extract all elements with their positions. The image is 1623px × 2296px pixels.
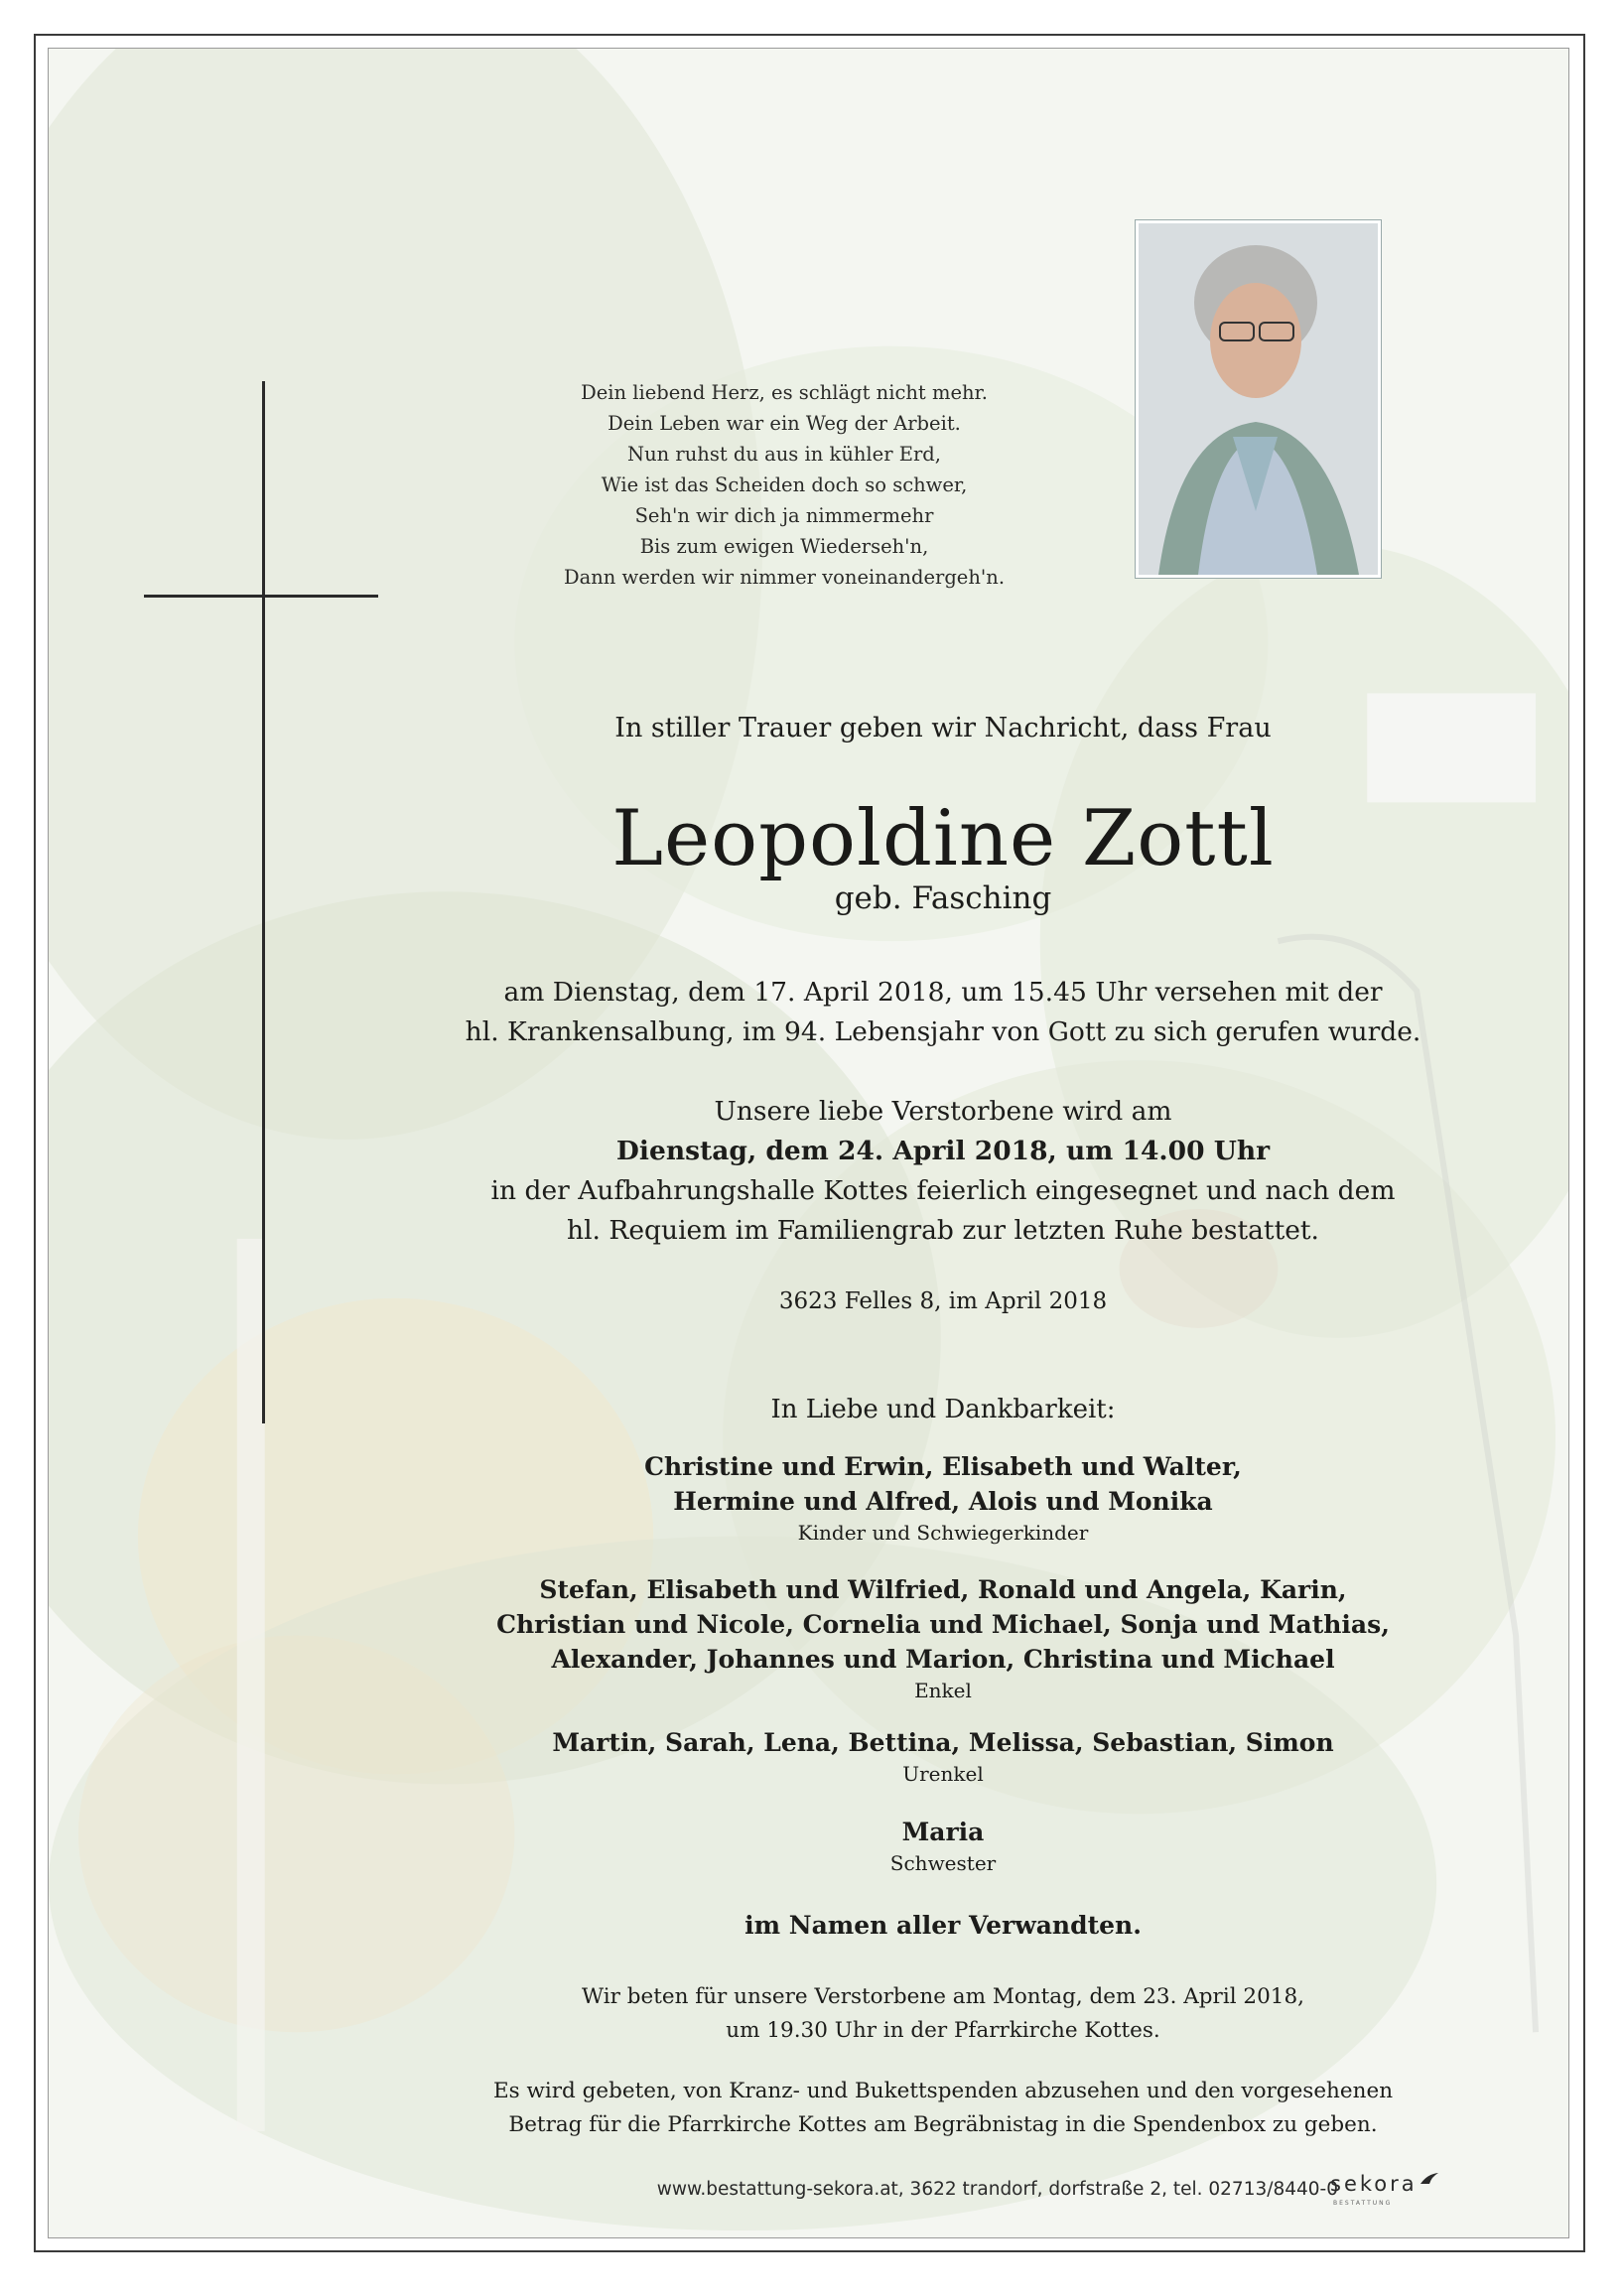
- funeral-notice: [328, 1092, 1558, 1251]
- mourner-relation: Urenkel: [902, 1762, 984, 1786]
- poem-line: Seh'n wir dich ja nimmermehr: [634, 504, 934, 527]
- relatives-line: im Namen aller Verwandten.: [744, 1911, 1142, 1940]
- mourner-group-great-grandchildren: [328, 1725, 1558, 1788]
- mourner-names: Maria: [901, 1818, 985, 1846]
- portrait-photo: [1136, 220, 1381, 578]
- mourner-names: Christine und Erwin, Elisabeth und Walter,: [644, 1452, 1242, 1481]
- death-notice: [328, 973, 1558, 1052]
- cross-vertical: [262, 381, 265, 1423]
- death-line: am Dienstag, dem 17. April 2018, um 15.45 Uhr versehen mit der: [503, 977, 1383, 1008]
- mourner-names: Hermine und Alfred, Alois und Monika: [673, 1487, 1213, 1516]
- mourner-names: Martin, Sarah, Lena, Bettina, Melissa, Sebastian, Simon: [552, 1728, 1334, 1757]
- poem-line: Wie ist das Scheiden doch so schwer,: [601, 473, 968, 496]
- mourner-group-children: [328, 1449, 1558, 1547]
- donation-notice: [328, 2075, 1558, 2142]
- mourner-relation: Schwester: [889, 1851, 997, 1875]
- poem: [437, 377, 1132, 593]
- donation-line: Es wird gebeten, von Kranz- und Bukettspenden abzusehen und den vorgesehenen: [492, 2079, 1394, 2103]
- death-line: hl. Krankensalbung, im 94. Lebensjahr von Gott zu sich gerufen wurde.: [465, 1016, 1421, 1047]
- poem-line: Dein liebend Herz, es schlägt nicht mehr.: [581, 381, 988, 404]
- mourner-names: Stefan, Elisabeth und Wilfried, Ronald und Angela, Karin,: [539, 1575, 1347, 1604]
- mourner-group-sister: [328, 1815, 1558, 1877]
- poem-line: Dein Leben war ein Weg der Arbeit.: [608, 412, 961, 435]
- funeral-date: Dienstag, dem 24. April 2018, um 14.00 Uhr: [615, 1136, 1271, 1166]
- donation-line: Betrag für die Pfarrkirche Kottes am Begräbnistag in die Spendenbox zu geben.: [508, 2112, 1378, 2137]
- intro-text: In stiller Trauer geben wir Nachricht, dass Frau: [614, 713, 1272, 743]
- poem-line: Bis zum ewigen Wiederseh'n,: [639, 535, 929, 558]
- prayer-line: um 19.30 Uhr in der Pfarrkirche Kottes.: [726, 2018, 1160, 2043]
- funeral-home-logo: [1330, 2172, 1439, 2196]
- cross-horizontal: [144, 595, 378, 598]
- logo-subtitle: BESTATTUNG: [1333, 2200, 1393, 2207]
- prayer-line: Wir beten für unsere Verstorbene am Montag, dem 23. April 2018,: [582, 1984, 1304, 2009]
- bird-icon: [1420, 2172, 1439, 2186]
- funeral-line: hl. Requiem im Familiengrab zur letzten Ruhe bestattet.: [567, 1215, 1319, 1246]
- mourner-relation: Kinder und Schwiegerkinder: [797, 1521, 1089, 1545]
- logo-text: sekora: [1330, 2172, 1418, 2196]
- prayer-notice: [328, 1980, 1558, 2048]
- mourner-names: Alexander, Johannes und Marion, Christina und Michael: [551, 1645, 1335, 1674]
- funeral-home-contact: www.bestattung-sekora.at, 3622 trandorf, dorfstraße 2, tel. 02713/8440-0: [656, 2179, 1338, 2200]
- maiden-name: geb. Fasching: [834, 880, 1052, 916]
- poem-line: Nun ruhst du aus in kühler Erd,: [627, 443, 941, 466]
- in-love-heading: In Liebe und Dankbarkeit:: [770, 1395, 1116, 1424]
- portrait-illustration: [1139, 223, 1378, 575]
- mourner-relation: Enkel: [914, 1679, 972, 1702]
- funeral-line: Unsere liebe Verstorbene wird am: [714, 1096, 1172, 1127]
- mourner-group-grandchildren: [328, 1572, 1558, 1704]
- deceased-name: Leopoldine Zottl: [611, 794, 1275, 883]
- funeral-line: in der Aufbahrungshalle Kottes feierlich eingesegnet und nach dem: [490, 1175, 1396, 1206]
- poem-line: Dann werden wir nimmer voneinandergeh'n.: [563, 566, 1006, 589]
- place-date: 3623 Felles 8, im April 2018: [778, 1288, 1108, 1314]
- mourner-names: Christian und Nicole, Cornelia und Michael, Sonja und Mathias,: [496, 1610, 1390, 1639]
